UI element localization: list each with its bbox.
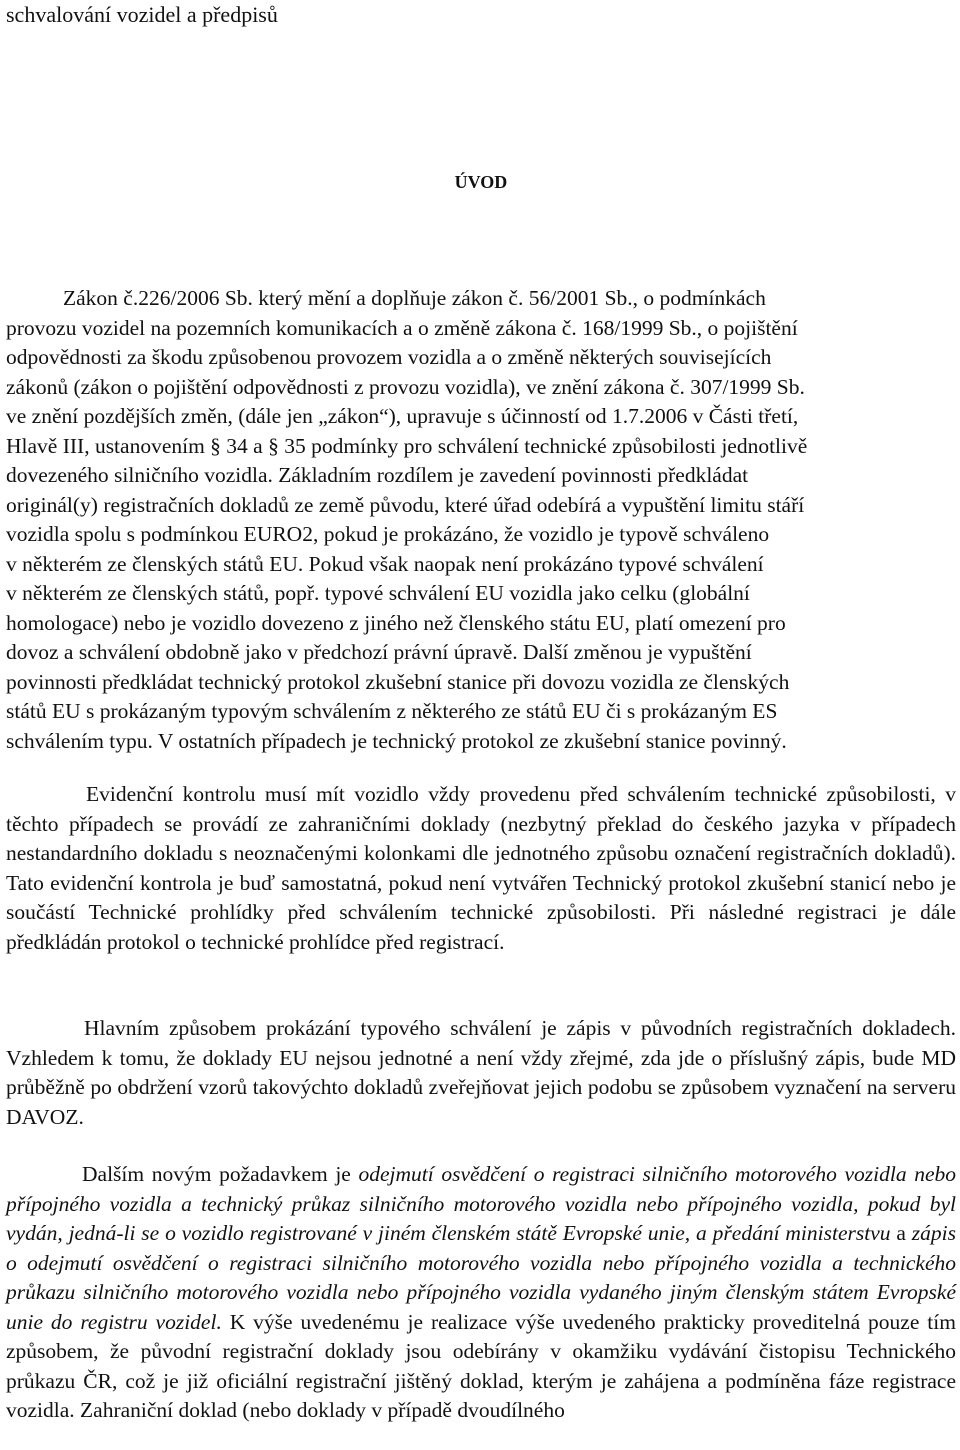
registration-paragraph [6,1160,956,1426]
evidence-check-paragraph: Evidenční kontrolu musí mít vozidlo vždy provedenu před schválením technické způsobilosti, v těchto případech se provádí ze zahraničními doklady (nezbytný překlad do českého jazyka v případech nestandardního dokladu s neoznačenými kolonkami dle jednotného způsobu označení registračních dokladů). Tato evidenční kontrola je buď samostatná, pokud není vytvářen Technický protokol zkušební stanicí nebo je součástí Technické prohlídky před schválením technické způsobilosti. Při následné registraci je dále předkládán protokol o technické prohlídce před registrací. [6,782,956,954]
paragraph-line: Zákon č.226/2006 Sb. který mění a doplňuje zákon č. 56/2001 Sb., o podmínkách [63,286,766,310]
paragraph-line: v některém ze členských států, popř. typové schválení EU vozidla jako celku (globální [6,581,750,605]
paragraph-line: odpovědnosti za škodu způsobenou provozem vozidla a o změně některých souvisejících [6,345,772,369]
intro-paragraph [6,284,956,756]
type-approval-paragraph: Hlavním způsobem prokázání typového schválení je zápis v původních registračních dokladech. Vzhledem k tomu, že doklady EU nejsou jednotné a není vždy zřejmé, zda jde o příslušný zápis, bude MD průběžně po obdržení vzorů takovýchto dokladů zveřejňovat jejich podobu se způsobem vyznačení na serveru DAVOZ. [6,1016,956,1129]
paragraph-line: států EU s prokázaným typovým schválením z některého ze států EU či s prokázaným ES [6,699,778,723]
paragraph-line: Hlavě III, ustanovením § 34 a § 35 podmínky pro schválení technické způsobilosti jednotlivě [6,433,808,458]
italic-text: odejmutí osvědčení o registraci silničního motorového vozidla nebo přípojného vozidla a technický průkaz silničního motorového vozidla nebo přípojného vozidla, pokud byl vydán, jedná-li se o vozidlo registrované v jiném členském státě Evropské unie, a předání ministerstvu [6,1162,956,1245]
paragraph-line: ve znění pozdějších změn, (dále jen „zákon“), upravuje s účinností od 1.7.2006 v Části třetí, [6,404,799,428]
paragraph-text: a [890,1221,912,1245]
paragraph-line: vozidla spolu s podmínkou EURO2, pokud je prokázáno, že vozidlo je typově schváleno [6,522,770,546]
paragraph-line: schválením typu. V ostatních případech je technický protokol ze zkušební stanice povinný. [6,728,787,753]
document-header: schvalování vozidel a předpisů [6,2,278,27]
paragraph-line: provozu vozidel na pozemních komunikacích a o změně zákona č. 168/1999 Sb., o pojištění [6,315,798,340]
italic-text: zápis o odejmutí osvědčení o registraci silničního motorového vozidla nebo přípojného vozidla a technického průkazu silničního motorového vozidla nebo přípojného vozidla vydaného jiným členským státem Evropské unie do registru vozidel. [6,1221,956,1334]
paragraph-line: v některém ze členských států EU. Pokud však naopak není prokázáno typové schválení [6,551,764,576]
paragraph-line: povinnosti předkládat technický protokol zkušební stanice při dovozu vozidla ze členských [6,669,790,694]
paragraph-text: Dalším novým požadavkem je [82,1162,359,1186]
paragraph-line: dovezeného silničního vozidla. Základním rozdílem je zavedení povinnosti předkládat [6,463,749,487]
paragraph-line: originál(y) registračních dokladů ze země původu, které úřad odebírá a vypuštění limitu stáří [6,492,805,517]
paragraph-line: dovoz a schválení obdobně jako v předchozí právní úpravě. Další změnou je vypuštění [6,640,752,664]
paragraph-line: homologace) nebo je vozidlo dovezeno z jiného než členského státu EU, platí omezení pro [6,610,786,635]
paragraph-text: K výše uvedenému je realizace výše uvedeného prakticky proveditelná pouze tím způsobem, že původní registrační doklady jsou odebírány v okamžiku vydávání čistopisu Technického průkazu ČR, což je již oficiální registrační jištěný doklad, kterým je zahájena a podmíněna fáze registrace vozidla. Zahraniční doklad (nebo doklady v případě dvoudílného [6,1309,956,1422]
paragraph-line: zákonů (zákon o pojištění odpovědnosti z provozu vozidla), ve znění zákona č. 307/1999 Sb. [6,374,805,399]
section-heading: ÚVOD [454,172,508,192]
